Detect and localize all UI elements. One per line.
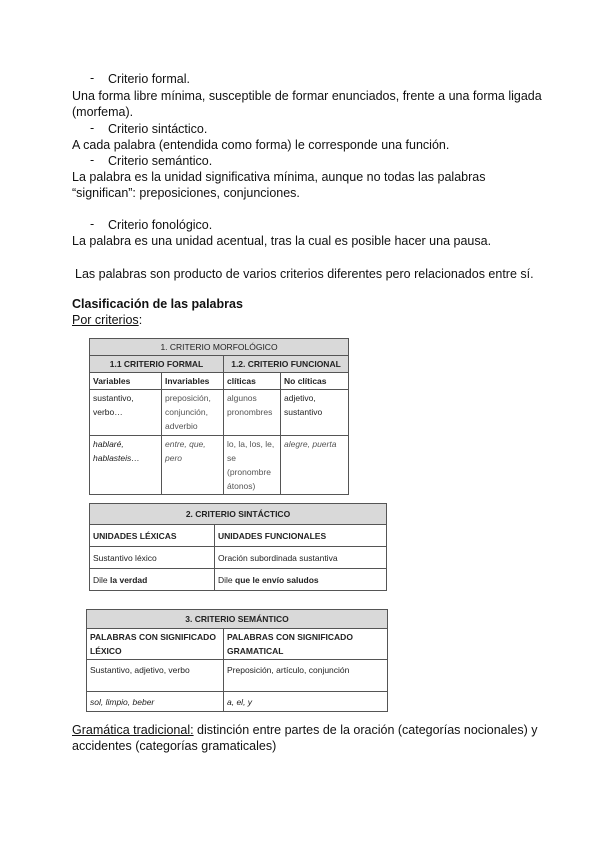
table2-verb: Dile	[218, 575, 236, 585]
summary-text: Las palabras son producto de varios criterios diferentes pero relacionados entre sí.	[75, 267, 534, 281]
table2-title: 2. CRITERIO SINTÁCTICO	[90, 504, 387, 525]
section-title: Clasificación de las palabras	[72, 297, 243, 311]
criterio-fonologico-label: Criterio fonológico.	[108, 218, 213, 232]
table2-cell	[90, 569, 215, 591]
table3-cell: Preposición, artículo, conjunción	[224, 660, 388, 692]
bullet-dash: -	[90, 121, 95, 135]
table2-cell: Sustantivo léxico	[90, 547, 215, 569]
gramatica-text-1: distinción entre partes de la oración (categorías nocionales) y	[193, 723, 538, 737]
colon: :	[138, 313, 143, 327]
criterio-fonologico-text: La palabra es una unidad acentual, tras la cual es posible hacer una pausa.	[72, 234, 492, 248]
table3-cell: sol, limpio, beber	[87, 692, 224, 712]
table1-cell: algunos pronombres	[224, 390, 281, 436]
table2-highlight: la verdad	[110, 575, 148, 585]
table1-cell: alegre, puerta	[281, 436, 349, 495]
bullet-dash: -	[90, 153, 95, 167]
table1-col-header: No clíticas	[281, 373, 349, 390]
gramatica-label: Gramática tradicional:	[72, 723, 194, 737]
table1-cell: sustantivo, verbo…	[90, 390, 162, 436]
gramatica-line-1	[72, 722, 538, 738]
table1-cell: entre, que, pero	[162, 436, 224, 495]
table3-col-header: PALABRAS CON SIGNIFICADO LÉXICO	[87, 629, 224, 660]
table3-cell: a, el, y	[224, 692, 388, 712]
table-criterio-sintactico	[89, 503, 387, 591]
bullet-dash: -	[90, 71, 95, 85]
table2-col-header: UNIDADES LÉXICAS	[90, 525, 215, 547]
criterio-formal-text: Una forma libre mínima, susceptible de formar enunciados, frente a una forma ligada (morfema).	[72, 89, 542, 119]
table1-cell: preposición, conjunción, adverbio	[162, 390, 224, 436]
table1-cell: hablaré, hablasteis…	[90, 436, 162, 495]
criterio-sintactico-text: A cada palabra (entendida como forma) le corresponde una función.	[72, 138, 450, 152]
table2-col-header: UNIDADES FUNCIONALES	[215, 525, 387, 547]
criterio-formal-label: Criterio formal.	[108, 72, 190, 86]
bullet-dash: -	[90, 217, 95, 231]
gramatica-text-2: accidentes (categorías gramaticales)	[72, 739, 277, 753]
criterio-sintactico-label: Criterio sintáctico.	[108, 122, 208, 136]
table2-cell: Oración subordinada sustantiva	[215, 547, 387, 569]
criterio-semantico-label: Criterio semántico.	[108, 154, 213, 168]
table-criterio-morfologico	[89, 338, 349, 495]
table-criterio-semantico	[86, 609, 388, 712]
table1-cell: adjetivo, sustantivo	[281, 390, 349, 436]
por-criterios-line	[72, 312, 142, 328]
table1-col-header: Invariables	[162, 373, 224, 390]
table1-title: 1. CRITERIO MORFOLÓGICO	[90, 339, 349, 356]
table2-verb: Dile	[93, 575, 111, 585]
table1-funcional-header: 1.2. CRITERIO FUNCIONAL	[224, 356, 349, 373]
table3-col-header: PALABRAS CON SIGNIFICADO GRAMATICAL	[224, 629, 388, 660]
table3-title: 3. CRITERIO SEMÁNTICO	[87, 610, 388, 629]
table1-formal-header: 1.1 CRITERIO FORMAL	[90, 356, 224, 373]
table1-col-header: clíticas	[224, 373, 281, 390]
table2-cell	[215, 569, 387, 591]
table1-col-header: Variables	[90, 373, 162, 390]
table3-cell: Sustantivo, adjetivo, verbo	[87, 660, 224, 692]
por-criterios-label: Por criterios	[72, 313, 139, 327]
table1-cell: lo, la, los, le, se (pronombre átonos)	[224, 436, 281, 495]
table2-highlight: que le envío saludos	[235, 575, 319, 585]
criterio-semantico-text-1: La palabra es la unidad significativa mínima, aunque no todas las palabras	[72, 170, 486, 184]
criterio-semantico-text-2: “significan”: preposiciones, conjunciones.	[72, 186, 300, 200]
